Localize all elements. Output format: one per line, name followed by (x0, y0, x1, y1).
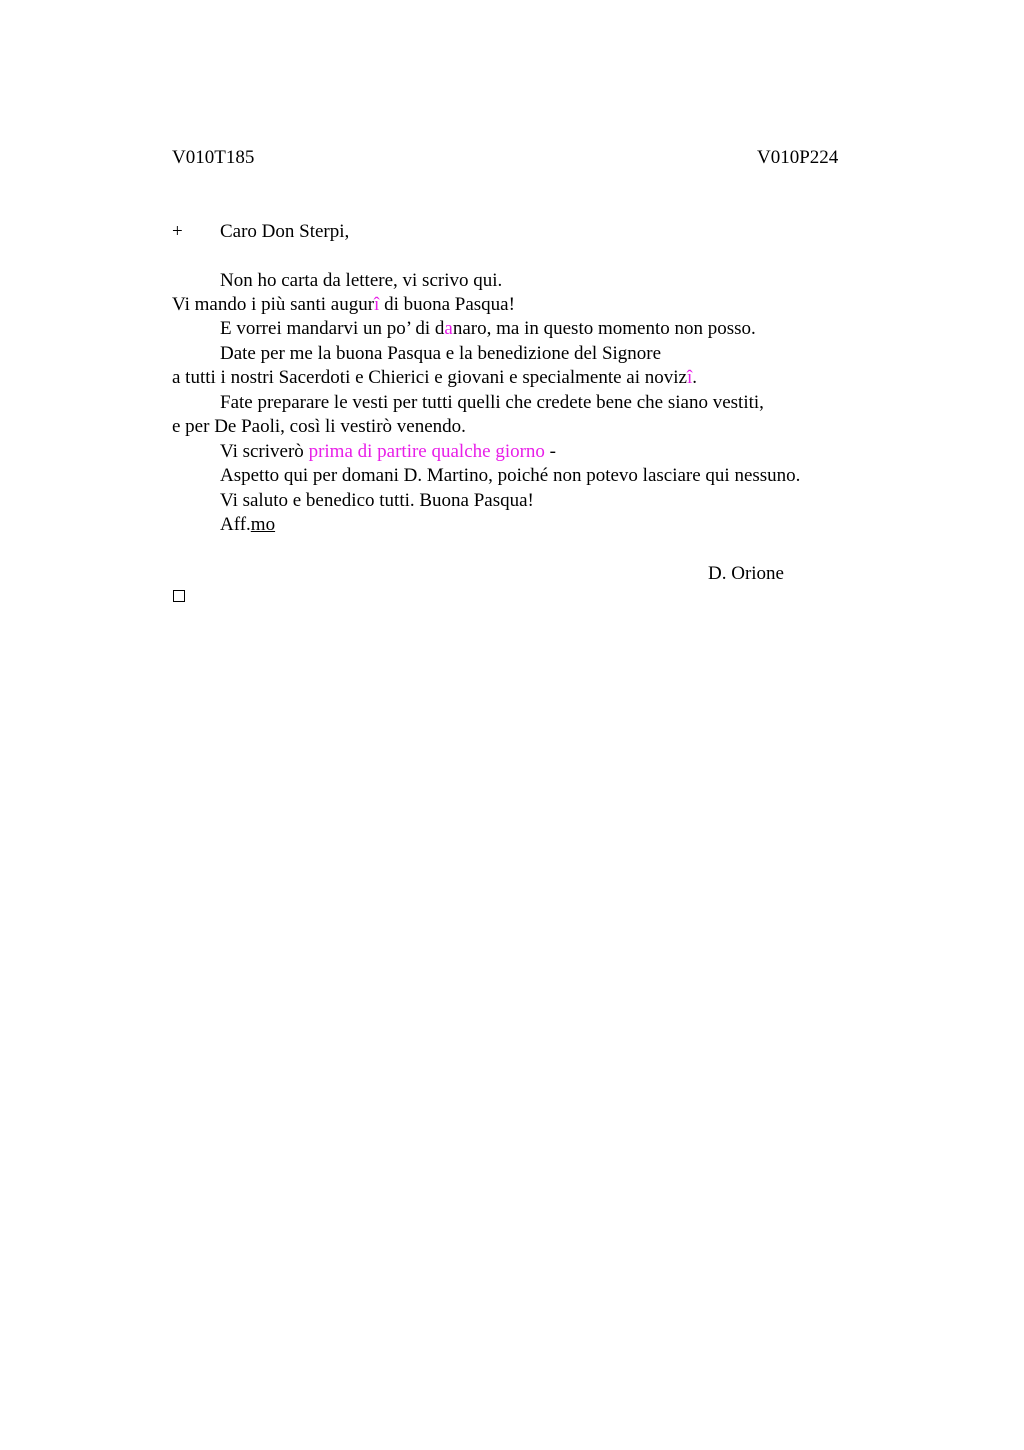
text-segment: di buona Pasqua! (379, 294, 515, 315)
text-segment: Aspetto qui per domani D. Martino, poiché non potevo lasciare qui nessuno. (220, 465, 801, 486)
body-line-2 (172, 293, 515, 317)
body-line-9 (220, 464, 800, 488)
salutation: Caro Don Sterpi, (220, 221, 350, 242)
header-right-code: V010P224 (757, 147, 839, 168)
text-segment: Vi scriverò (220, 441, 309, 462)
body-line-10 (220, 489, 534, 513)
body-line-3 (220, 317, 756, 341)
text-segment: Vi saluto e benedico tutti. Buona Pasqua! (220, 490, 534, 511)
cross-symbol: + (172, 221, 183, 242)
text-segment: e per De Paoli, così li vestirò venendo. (172, 416, 466, 437)
text-segment: Vi mando i più santi augur (172, 294, 375, 315)
text-segment: . (692, 367, 697, 388)
text-segment: E vorrei mandarvi un po’ di d (220, 318, 445, 339)
body-line-7 (172, 415, 466, 439)
text-segment: Non ho carta da lettere, vi scrivo qui. (220, 270, 503, 291)
body-line-closing (220, 513, 275, 537)
highlighted-text: a (444, 318, 453, 339)
body-line-1 (220, 269, 502, 293)
text-segment: - (544, 441, 556, 462)
signature: D. Orione (708, 563, 784, 584)
text-segment: Aff. (220, 514, 251, 535)
end-marker-box (173, 590, 185, 602)
body-line-4 (220, 342, 661, 366)
highlighted-text: î (686, 367, 693, 388)
underlined-text: mo (250, 514, 276, 535)
body-line-8 (220, 440, 556, 464)
text-segment: naro, ma in questo momento non posso. (452, 318, 756, 339)
body-line-5 (172, 366, 697, 390)
header-left-code: V010T185 (172, 147, 255, 168)
text-segment: a tutti i nostri Sacerdoti e Chierici e giovani e specialmente ai noviz (172, 367, 687, 388)
highlighted-text: î (374, 294, 380, 315)
text-segment: Fate preparare le vesti per tutti quelli che credete bene che siano vestiti, (220, 392, 764, 413)
body-line-6 (220, 391, 764, 415)
text-segment: Date per me la buona Pasqua e la benedizione del Signore (220, 343, 662, 364)
highlighted-text: prima di partire qualche giorno (308, 441, 545, 462)
